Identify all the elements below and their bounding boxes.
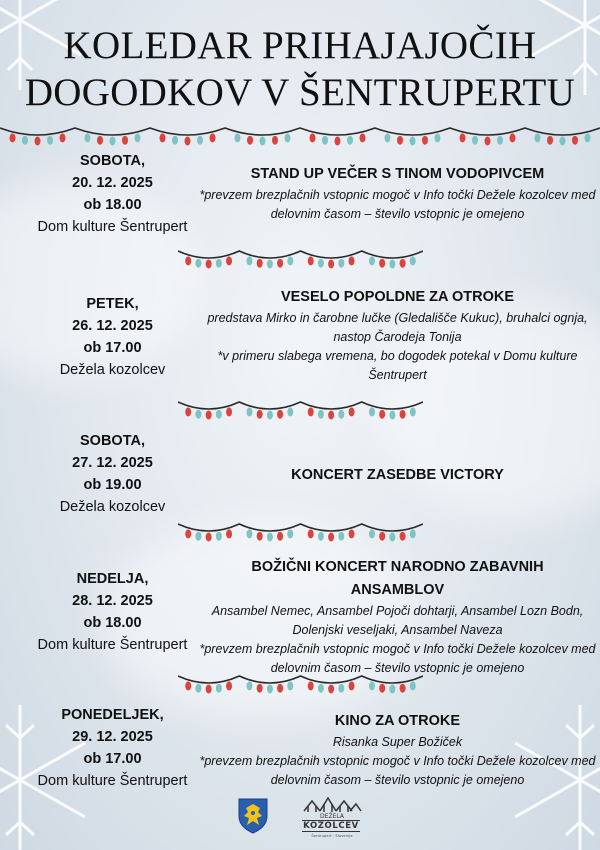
light-bulb [206,685,212,694]
garland-wire [178,251,423,258]
light-bulb [97,136,103,145]
light-bulb [235,133,241,142]
light-bulb [216,684,222,693]
light-bulb [257,410,263,419]
light-bulb [160,133,166,142]
light-bulb [379,532,385,541]
event-day: NEDELJA, [76,571,149,587]
event-name-line-2: ANSAMBLOV [350,582,445,598]
event-note: *prevzem brezplačnih vstopnic mogoč v Info točki Dežele kozolcev med delovnim časom – število vstopnic je omejeno [199,754,596,787]
light-bulb [195,410,201,419]
light-bulb [410,529,416,538]
light-bulb [195,684,201,693]
light-bulb [110,137,116,146]
light-bulb [460,133,466,142]
light-bulb [328,685,334,694]
event-info-block [195,163,600,224]
light-bulb [328,533,334,542]
event-place: Dom kulture Šentrupert [37,219,188,235]
event-info-block [195,464,600,487]
light-bulb [185,681,191,690]
footer-logos [0,795,600,845]
light-bulb [322,136,328,145]
light-bulb [349,529,355,538]
light-bulb [369,407,375,416]
light-bulb [206,260,212,269]
light-bulb [547,136,553,145]
light-bulb [47,136,53,145]
light-bulb [246,529,252,538]
light-bulb [135,133,141,142]
light-bulb [267,685,273,694]
light-bulb [379,259,385,268]
light-bulb [287,256,293,265]
event-day: PONEDELJEK, [61,707,164,723]
event-time: ob 19.00 [83,477,142,493]
light-bulb [226,407,232,416]
light-bulb [85,133,91,142]
light-bulb [360,133,366,142]
event-time: ob 18.00 [83,615,142,631]
light-bulb [318,259,324,268]
light-bulb [510,133,516,142]
light-bulb [267,533,273,542]
light-bulb [185,529,191,538]
light-bulb [335,137,341,146]
logo-text-sub: Šentrupert · Slovenija [311,833,353,838]
event-day: SOBOTA, [80,153,145,169]
light-bulb [308,681,314,690]
light-bulb [400,532,406,541]
light-bulb [400,410,406,419]
light-bulb [308,256,314,265]
light-bulb [272,136,278,145]
event-date-block [0,568,225,656]
title-line-1: KOLEDAR PRIHAJAJOČIH [63,24,537,67]
light-bulb [385,133,391,142]
light-bulb [369,256,375,265]
light-bulb [185,137,191,146]
garland-wire [178,524,423,531]
light-bulb [328,260,334,269]
light-bulb [185,256,191,265]
light-bulb [328,411,334,420]
light-bulb [400,259,406,268]
garland-wire [0,128,600,135]
light-bulb [585,133,591,142]
light-bulb [246,407,252,416]
light-bulb [277,410,283,419]
hayrack-roofs-icon [302,795,362,813]
light-bulb [338,259,344,268]
light-bulb [535,133,541,142]
event-note: *v primeru slabega vremena, bo dogodek potekal v Domu kulture Šentrupert [217,349,578,382]
event-time: ob 18.00 [83,197,142,213]
event-day: PETEK, [86,296,139,312]
event-date-block [0,293,225,381]
event-detail: *prevzem brezplačnih vstopnic mogoč v Info točki Dežele kozolcev med delovnim časom – število vstopnic je omejeno [199,188,596,221]
event-place: Dežela kozolcev [59,362,166,378]
light-bulb [277,259,283,268]
light-bulb [216,410,222,419]
light-bulb [497,136,503,145]
light-bulb [60,133,66,142]
light-bulb [226,256,232,265]
light-bulb [338,410,344,419]
event-date: 28. 12. 2025 [72,593,153,609]
light-bulb [257,259,263,268]
event-info-block [195,710,600,790]
light-bulb [195,259,201,268]
event-note: *prevzem brezplačnih vstopnic mogoč v Info točki Dežele kozolcev med delovnim časom – število vstopnic je omejeno [199,642,596,675]
light-bulb [410,681,416,690]
light-bulb [435,133,441,142]
light-bulb [410,256,416,265]
light-bulb [226,529,232,538]
light-bulb [347,136,353,145]
event-time: ob 17.00 [83,751,142,767]
light-bulb [122,136,128,145]
light-bulb [572,136,578,145]
light-bulb [379,410,385,419]
event-place: Dom kulture Šentrupert [37,773,188,789]
light-bulb [338,532,344,541]
event-date-block [0,704,225,792]
light-bulb [210,133,216,142]
light-bulb [379,684,385,693]
light-bulb [389,411,395,420]
light-bulb [287,681,293,690]
event-time: ob 17.00 [83,340,142,356]
event-name: KINO ZA OTROKE [334,713,461,729]
garland-wire [178,402,423,409]
event-name: BOŽIČNI KONCERT NARODNO ZABAVNIH [251,559,544,575]
light-bulb [349,681,355,690]
light-bulb [216,259,222,268]
light-bulb [277,684,283,693]
light-bulb [410,407,416,416]
light-bulb [397,136,403,145]
light-bulb [422,136,428,145]
light-bulb [287,407,293,416]
event-day: SOBOTA, [80,433,145,449]
light-bulb [257,684,263,693]
light-bulb [195,532,201,541]
event-name: STAND UP VEČER S TINOM VODOPIVCEM [250,166,545,182]
string-lights-garland [178,247,423,277]
event-name: VESELO POPOLDNE ZA OTROKE [280,289,515,305]
light-bulb [226,681,232,690]
event-name: KONCERT ZASEDBE VICTORY [291,467,504,483]
light-bulb [318,684,324,693]
event-detail: Ansambel Nemec, Ansambel Pojoči dohtarji, Ansambel Lozn Bodn, Dolenjski veseljaki, Ansambel Naveza [211,604,584,637]
light-bulb [472,136,478,145]
light-bulb [206,533,212,542]
light-bulb [216,532,222,541]
light-bulb [247,136,253,145]
light-bulb [257,532,263,541]
page-title [0,22,600,116]
event-detail: Risanka Super Božiček [332,735,463,749]
light-bulb [369,529,375,538]
light-bulb [267,411,273,420]
light-bulb [318,410,324,419]
light-bulb [260,137,266,146]
logo-text-top: DEŽELA [320,813,344,820]
light-bulb [389,685,395,694]
event-date-block [0,150,225,238]
light-bulb [338,684,344,693]
light-bulb [285,133,291,142]
light-bulb [308,407,314,416]
light-bulb [172,136,178,145]
light-bulb [560,137,566,146]
string-lights-garland [178,520,423,550]
event-info-block [195,556,600,678]
municipality-coat-of-arms-icon [238,798,268,834]
logo-text-main: KOZOLCEV [303,821,359,831]
light-bulb [246,256,252,265]
event-date: 29. 12. 2025 [72,729,153,745]
light-bulb [310,133,316,142]
light-bulb [410,137,416,146]
light-bulb [287,529,293,538]
light-bulb [318,532,324,541]
light-bulb [22,136,28,145]
dezela-kozolcev-logo [298,795,366,843]
light-bulb [185,407,191,416]
event-detail: predstava Mirko in čarobne lučke (Gledališče Kukuc), bruhalci ognja, nastop Čarodeja Tonija [207,311,588,344]
light-bulb [246,681,252,690]
light-bulb [277,532,283,541]
event-date: 26. 12. 2025 [72,318,153,334]
light-bulb [485,137,491,146]
light-bulb [197,136,203,145]
light-bulb [389,533,395,542]
light-bulb [308,529,314,538]
light-bulb [35,137,41,146]
light-bulb [349,256,355,265]
light-bulb [389,260,395,269]
event-place: Dom kulture Šentrupert [37,637,188,653]
event-place: Dežela kozolcev [59,499,166,515]
event-info-block [195,286,600,385]
light-bulb [206,411,212,420]
event-date-block [0,430,225,518]
string-lights-garland [178,398,423,428]
light-bulb [369,681,375,690]
title-line-2: DOGODKOV V ŠENTRUPERTU [24,71,576,114]
light-bulb [10,133,16,142]
light-bulb [267,260,273,269]
event-date: 27. 12. 2025 [72,455,153,471]
light-bulb [400,684,406,693]
light-bulb [349,407,355,416]
event-date: 20. 12. 2025 [72,175,153,191]
